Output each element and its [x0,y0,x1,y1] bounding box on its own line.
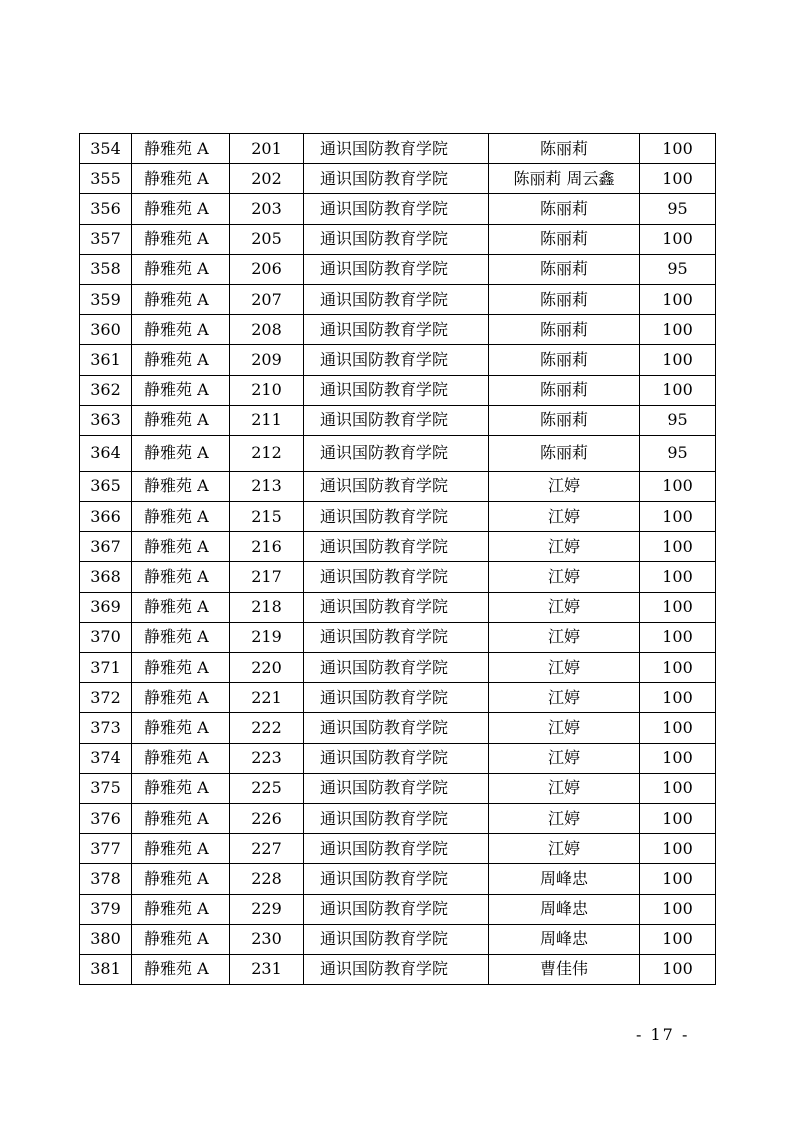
building-cell: 静雅苑 A [132,864,230,894]
table-row [80,592,716,622]
room-number-cell: 213 [230,471,304,501]
row-number-cell: 354 [80,134,132,164]
score-cell: 100 [640,502,716,532]
score-cell: 100 [640,864,716,894]
score-cell: 100 [640,683,716,713]
room-number-cell: 210 [230,375,304,405]
row-number-cell: 358 [80,254,132,284]
row-number-cell: 367 [80,532,132,562]
building-cell: 静雅苑 A [132,375,230,405]
building-cell: 静雅苑 A [132,502,230,532]
row-number-cell: 381 [80,954,132,984]
college-cell: 通识国防教育学院 [304,803,489,833]
table-row [80,683,716,713]
inspector-cell: 江婷 [489,471,640,501]
score-cell: 100 [640,592,716,622]
building-cell: 静雅苑 A [132,471,230,501]
table-row [80,622,716,652]
row-number-cell: 356 [80,194,132,224]
building-cell: 静雅苑 A [132,924,230,954]
table-row [80,435,716,471]
row-number-cell: 379 [80,894,132,924]
score-cell: 100 [640,224,716,254]
room-number-cell: 223 [230,743,304,773]
college-cell: 通识国防教育学院 [304,924,489,954]
room-number-cell: 207 [230,284,304,314]
college-cell: 通识国防教育学院 [304,773,489,803]
room-number-cell: 212 [230,435,304,471]
table-row [80,194,716,224]
inspector-cell: 陈丽莉 [489,375,640,405]
score-cell: 100 [640,345,716,375]
score-cell: 100 [640,713,716,743]
college-cell: 通识国防教育学院 [304,864,489,894]
building-cell: 静雅苑 A [132,713,230,743]
building-cell: 静雅苑 A [132,532,230,562]
score-cell: 100 [640,834,716,864]
room-number-cell: 201 [230,134,304,164]
table-row [80,954,716,984]
building-cell: 静雅苑 A [132,194,230,224]
table-row [80,345,716,375]
inspector-cell: 周峰忠 [489,894,640,924]
building-cell: 静雅苑 A [132,803,230,833]
room-number-cell: 229 [230,894,304,924]
table-row [80,713,716,743]
row-number-cell: 360 [80,315,132,345]
college-cell: 通识国防教育学院 [304,743,489,773]
room-number-cell: 227 [230,834,304,864]
room-number-cell: 221 [230,683,304,713]
building-cell: 静雅苑 A [132,315,230,345]
building-cell: 静雅苑 A [132,562,230,592]
room-number-cell: 208 [230,315,304,345]
score-cell: 100 [640,803,716,833]
room-number-cell: 220 [230,653,304,683]
college-cell: 通识国防教育学院 [304,405,489,435]
building-cell: 静雅苑 A [132,773,230,803]
score-cell: 95 [640,254,716,284]
college-cell: 通识国防教育学院 [304,345,489,375]
college-cell: 通识国防教育学院 [304,683,489,713]
inspector-cell: 江婷 [489,562,640,592]
building-cell: 静雅苑 A [132,405,230,435]
room-number-cell: 205 [230,224,304,254]
inspector-cell: 陈丽莉 周云鑫 [489,164,640,194]
inspector-cell: 江婷 [489,773,640,803]
table-row [80,532,716,562]
college-cell: 通识国防教育学院 [304,471,489,501]
room-number-cell: 230 [230,924,304,954]
page-number: - 17 - [636,1025,690,1044]
inspector-cell: 陈丽莉 [489,405,640,435]
room-number-cell: 228 [230,864,304,894]
building-cell: 静雅苑 A [132,164,230,194]
table-row [80,315,716,345]
room-number-cell: 218 [230,592,304,622]
score-cell: 100 [640,743,716,773]
college-cell: 通识国防教育学院 [304,284,489,314]
inspector-cell: 江婷 [489,622,640,652]
college-cell: 通识国防教育学院 [304,592,489,622]
building-cell: 静雅苑 A [132,592,230,622]
building-cell: 静雅苑 A [132,134,230,164]
college-cell: 通识国防教育学院 [304,622,489,652]
table-row [80,502,716,532]
building-cell: 静雅苑 A [132,894,230,924]
row-number-cell: 363 [80,405,132,435]
room-number-cell: 211 [230,405,304,435]
score-cell: 95 [640,435,716,471]
inspector-cell: 陈丽莉 [489,435,640,471]
college-cell: 通识国防教育学院 [304,502,489,532]
score-cell: 95 [640,194,716,224]
row-number-cell: 372 [80,683,132,713]
inspector-cell: 陈丽莉 [489,284,640,314]
college-cell: 通识国防教育学院 [304,894,489,924]
score-cell: 100 [640,924,716,954]
college-cell: 通识国防教育学院 [304,375,489,405]
college-cell: 通识国防教育学院 [304,224,489,254]
inspector-cell: 陈丽莉 [489,224,640,254]
room-number-cell: 231 [230,954,304,984]
college-cell: 通识国防教育学院 [304,134,489,164]
inspector-cell: 江婷 [489,532,640,562]
table-row [80,164,716,194]
table-row [80,834,716,864]
table-row [80,653,716,683]
row-number-cell: 359 [80,284,132,314]
score-cell: 100 [640,653,716,683]
college-cell: 通识国防教育学院 [304,562,489,592]
row-number-cell: 375 [80,773,132,803]
table-row [80,375,716,405]
inspector-cell: 陈丽莉 [489,194,640,224]
college-cell: 通识国防教育学院 [304,164,489,194]
score-cell: 100 [640,532,716,562]
building-cell: 静雅苑 A [132,622,230,652]
building-cell: 静雅苑 A [132,743,230,773]
inspector-cell: 江婷 [489,653,640,683]
room-number-cell: 203 [230,194,304,224]
room-number-cell: 219 [230,622,304,652]
score-cell: 100 [640,315,716,345]
room-number-cell: 209 [230,345,304,375]
room-number-cell: 215 [230,502,304,532]
table-row [80,562,716,592]
row-number-cell: 366 [80,502,132,532]
inspector-cell: 曹佳伟 [489,954,640,984]
dorm-score-table [79,133,716,985]
room-number-cell: 206 [230,254,304,284]
row-number-cell: 380 [80,924,132,954]
inspector-cell: 江婷 [489,683,640,713]
table-row [80,864,716,894]
inspector-cell: 江婷 [489,592,640,622]
table-row [80,254,716,284]
row-number-cell: 364 [80,435,132,471]
college-cell: 通识国防教育学院 [304,254,489,284]
score-cell: 100 [640,134,716,164]
row-number-cell: 365 [80,471,132,501]
score-cell: 100 [640,773,716,803]
college-cell: 通识国防教育学院 [304,194,489,224]
table-row [80,803,716,833]
building-cell: 静雅苑 A [132,954,230,984]
table-row [80,405,716,435]
score-cell: 100 [640,894,716,924]
score-cell: 100 [640,164,716,194]
inspector-cell: 周峰忠 [489,864,640,894]
table-row [80,471,716,501]
row-number-cell: 368 [80,562,132,592]
row-number-cell: 376 [80,803,132,833]
row-number-cell: 371 [80,653,132,683]
table-body [80,134,716,985]
row-number-cell: 374 [80,743,132,773]
college-cell: 通识国防教育学院 [304,532,489,562]
row-number-cell: 377 [80,834,132,864]
row-number-cell: 373 [80,713,132,743]
building-cell: 静雅苑 A [132,284,230,314]
row-number-cell: 378 [80,864,132,894]
inspector-cell: 江婷 [489,743,640,773]
row-number-cell: 357 [80,224,132,254]
score-cell: 100 [640,471,716,501]
table-row [80,743,716,773]
room-number-cell: 217 [230,562,304,592]
building-cell: 静雅苑 A [132,254,230,284]
table-row [80,134,716,164]
building-cell: 静雅苑 A [132,345,230,375]
table-row [80,224,716,254]
inspector-cell: 江婷 [489,502,640,532]
score-cell: 95 [640,405,716,435]
building-cell: 静雅苑 A [132,683,230,713]
college-cell: 通识国防教育学院 [304,834,489,864]
row-number-cell: 355 [80,164,132,194]
table-row [80,924,716,954]
inspector-cell: 江婷 [489,803,640,833]
building-cell: 静雅苑 A [132,653,230,683]
college-cell: 通识国防教育学院 [304,653,489,683]
row-number-cell: 362 [80,375,132,405]
inspector-cell: 江婷 [489,834,640,864]
college-cell: 通识国防教育学院 [304,713,489,743]
room-number-cell: 202 [230,164,304,194]
college-cell: 通识国防教育学院 [304,435,489,471]
inspector-cell: 江婷 [489,713,640,743]
row-number-cell: 370 [80,622,132,652]
building-cell: 静雅苑 A [132,435,230,471]
inspector-cell: 陈丽莉 [489,315,640,345]
score-cell: 100 [640,284,716,314]
room-number-cell: 226 [230,803,304,833]
inspector-cell: 陈丽莉 [489,134,640,164]
building-cell: 静雅苑 A [132,224,230,254]
inspector-cell: 周峰忠 [489,924,640,954]
table-row [80,284,716,314]
inspector-cell: 陈丽莉 [489,254,640,284]
inspector-cell: 陈丽莉 [489,345,640,375]
row-number-cell: 369 [80,592,132,622]
room-number-cell: 225 [230,773,304,803]
score-cell: 100 [640,622,716,652]
score-cell: 100 [640,562,716,592]
college-cell: 通识国防教育学院 [304,315,489,345]
score-cell: 100 [640,375,716,405]
building-cell: 静雅苑 A [132,834,230,864]
score-cell: 100 [640,954,716,984]
table-row [80,894,716,924]
college-cell: 通识国防教育学院 [304,954,489,984]
row-number-cell: 361 [80,345,132,375]
table-row [80,773,716,803]
room-number-cell: 216 [230,532,304,562]
room-number-cell: 222 [230,713,304,743]
